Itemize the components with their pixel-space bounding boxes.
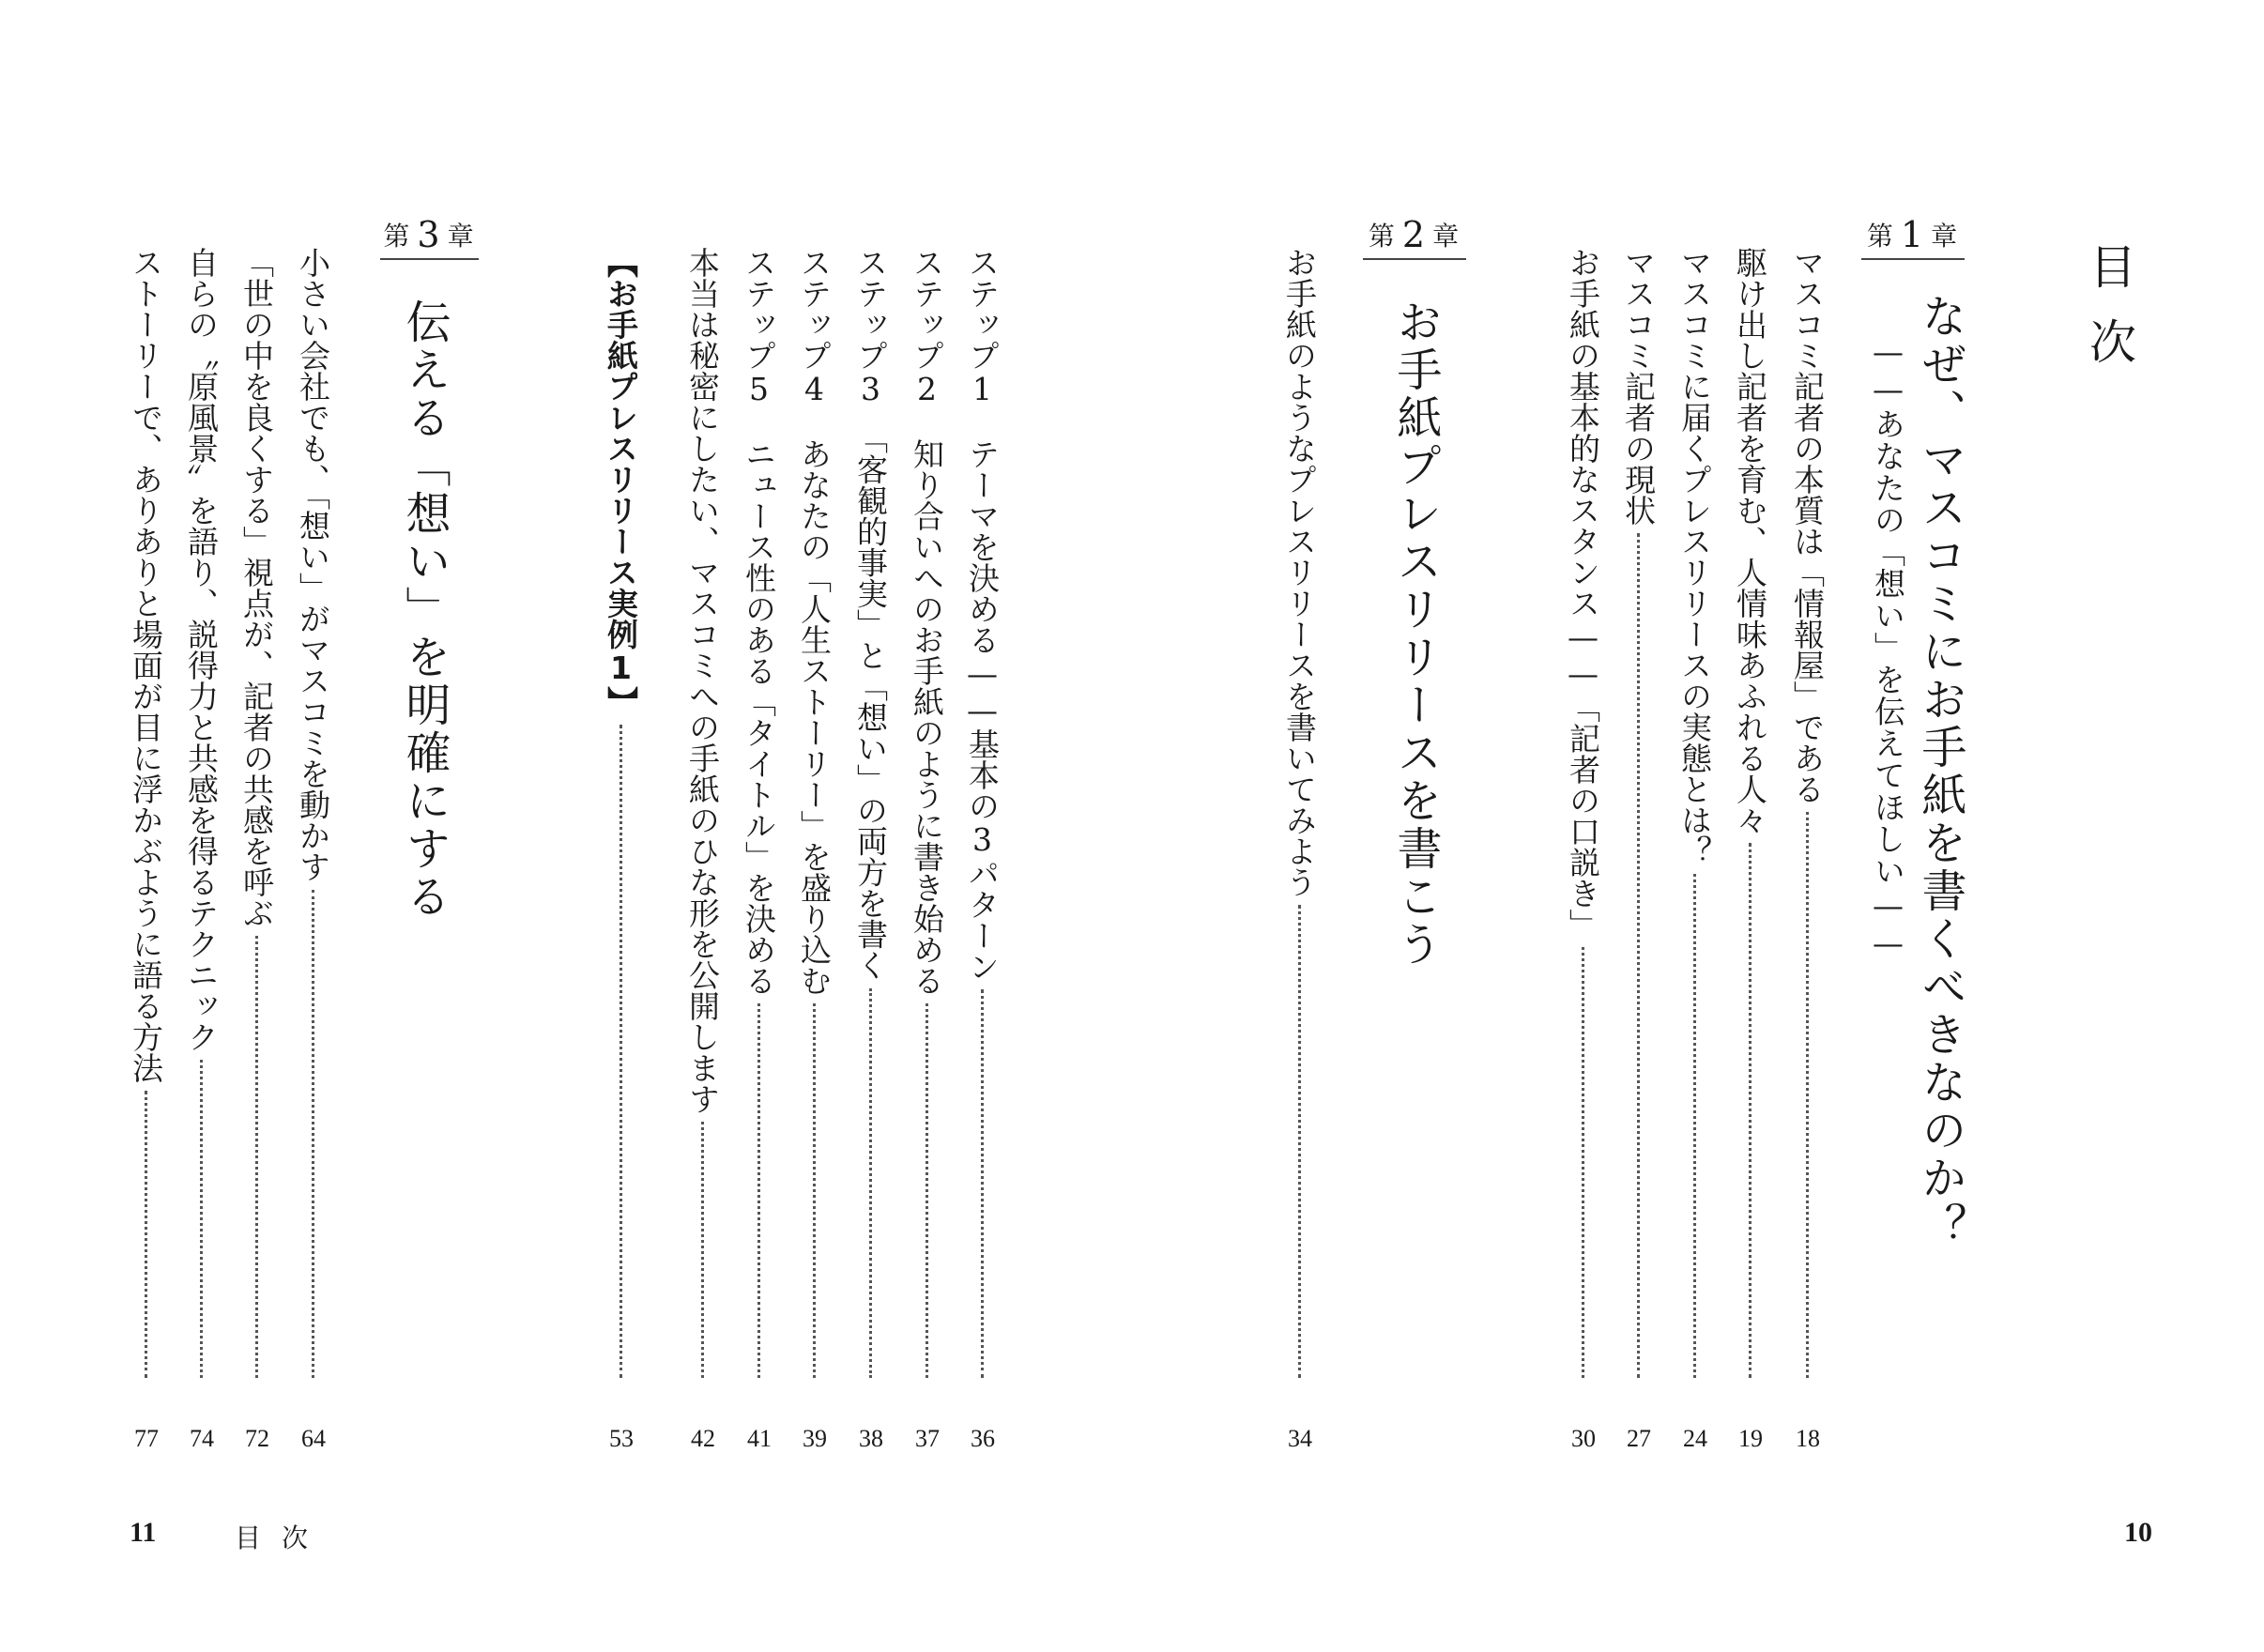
page-number: 74 bbox=[190, 1425, 214, 1452]
dot-leader bbox=[1637, 533, 1640, 1378]
page-number: 53 bbox=[609, 1425, 634, 1452]
page-number: 37 bbox=[915, 1425, 940, 1452]
dot-leader bbox=[200, 1060, 203, 1378]
toc-entry[interactable]: 駆け出し記者を育む、人情味あふれる人々 bbox=[1735, 247, 1766, 1385]
page-number: 18 bbox=[1796, 1425, 1820, 1452]
toc-entry[interactable]: ステップ4 あなたの「人生ストーリー」を盛り込む bbox=[799, 247, 830, 1385]
chapter-2-label: 第 2 章 bbox=[1363, 211, 1466, 260]
toc-entry-example[interactable]: 【お手紙プレスリリース実例1】 bbox=[605, 247, 636, 1385]
toc-entry[interactable]: ステップ3 「客観的事実」と「想い」の両方を書く bbox=[855, 247, 886, 1385]
toc-entry[interactable]: お手紙の基本的なスタンス——「記者の口説き」 bbox=[1568, 247, 1599, 1385]
chapter-1-title: なぜ、マスコミにお手紙を書くべきなのか？ bbox=[1914, 293, 1966, 1250]
page-number: 30 bbox=[1571, 1425, 1596, 1452]
page-number: 77 bbox=[134, 1425, 159, 1452]
dot-leader bbox=[869, 988, 872, 1379]
page-number: 72 bbox=[245, 1425, 269, 1452]
dot-leader bbox=[620, 725, 622, 1378]
page-number: 19 bbox=[1738, 1425, 1763, 1452]
running-head: 目次 bbox=[235, 1522, 329, 1553]
dot-leader bbox=[145, 1091, 147, 1378]
toc-entry[interactable]: 小さい会社でも、「想い」がマスコミを動かす bbox=[298, 247, 329, 1385]
page-number: 39 bbox=[803, 1425, 827, 1452]
page-number: 27 bbox=[1627, 1425, 1651, 1452]
toc-entry[interactable]: マスコミに届くプレスリリースの実態とは？ bbox=[1679, 247, 1710, 1385]
chapter-3-title: 伝える「想い」を明確にする bbox=[398, 298, 451, 921]
dot-leader bbox=[1749, 843, 1752, 1378]
dot-leader bbox=[1582, 947, 1584, 1378]
toc-entry[interactable]: お手紙のようなプレスリリースを書いてみよう bbox=[1284, 247, 1315, 1385]
page-number: 36 bbox=[971, 1425, 995, 1452]
page-number: 42 bbox=[691, 1425, 715, 1452]
toc-entry[interactable]: マスコミ記者の現状 bbox=[1623, 247, 1654, 1385]
page-number: 41 bbox=[747, 1425, 772, 1452]
page-number: 34 bbox=[1288, 1425, 1312, 1452]
page-number-right: 10 bbox=[2124, 1517, 2152, 1548]
chapter-3-label: 第 3 章 bbox=[380, 211, 479, 260]
dot-leader bbox=[312, 890, 314, 1379]
toc-entry[interactable]: ステップ1 テーマを決める——基本の3パターン bbox=[967, 247, 998, 1385]
dot-leader bbox=[1806, 812, 1809, 1378]
dot-leader bbox=[925, 1003, 928, 1378]
page-number: 64 bbox=[301, 1425, 326, 1452]
chapter-1-subtitle: ——あなたの「想い」を伝えてほしい—— bbox=[1870, 333, 1906, 962]
dot-leader bbox=[757, 1003, 760, 1378]
toc-entry[interactable]: ステップ2 知り合いへのお手紙のように書き始める bbox=[911, 247, 942, 1385]
toc-entry[interactable]: 「世の中を良くする」視点が、記者の共感を呼ぶ bbox=[241, 247, 272, 1385]
chapter-2-title: お手紙プレスリリースを書こう bbox=[1389, 298, 1442, 969]
chapter-1-label: 第 1 章 bbox=[1861, 211, 1965, 260]
dot-leader bbox=[255, 936, 258, 1378]
page-number: 24 bbox=[1683, 1425, 1707, 1452]
toc-entry[interactable]: 本当は秘密にしたい、マスコミへの手紙のひな形を公開します bbox=[687, 247, 718, 1385]
page-number: 38 bbox=[859, 1425, 883, 1452]
dot-leader bbox=[981, 989, 984, 1378]
dot-leader bbox=[1693, 874, 1696, 1378]
dot-leader bbox=[1298, 905, 1301, 1378]
page-number-left: 11 bbox=[130, 1517, 157, 1548]
toc-entry[interactable]: マスコミ記者の本質は「情報屋」である bbox=[1792, 247, 1823, 1385]
dot-leader bbox=[813, 1003, 816, 1378]
dot-leader bbox=[701, 1122, 704, 1378]
toc-entry[interactable]: ストーリーで、ありありと場面が目に浮かぶように語る方法 bbox=[130, 247, 161, 1385]
toc-entry[interactable]: 自らの〝原風景〟を語り、説得力と共感を得るテクニック bbox=[186, 247, 217, 1385]
toc-title: 目次 bbox=[2082, 242, 2136, 392]
toc-entry[interactable]: ステップ5 ニュース性のある「タイトル」を決める bbox=[743, 247, 774, 1385]
